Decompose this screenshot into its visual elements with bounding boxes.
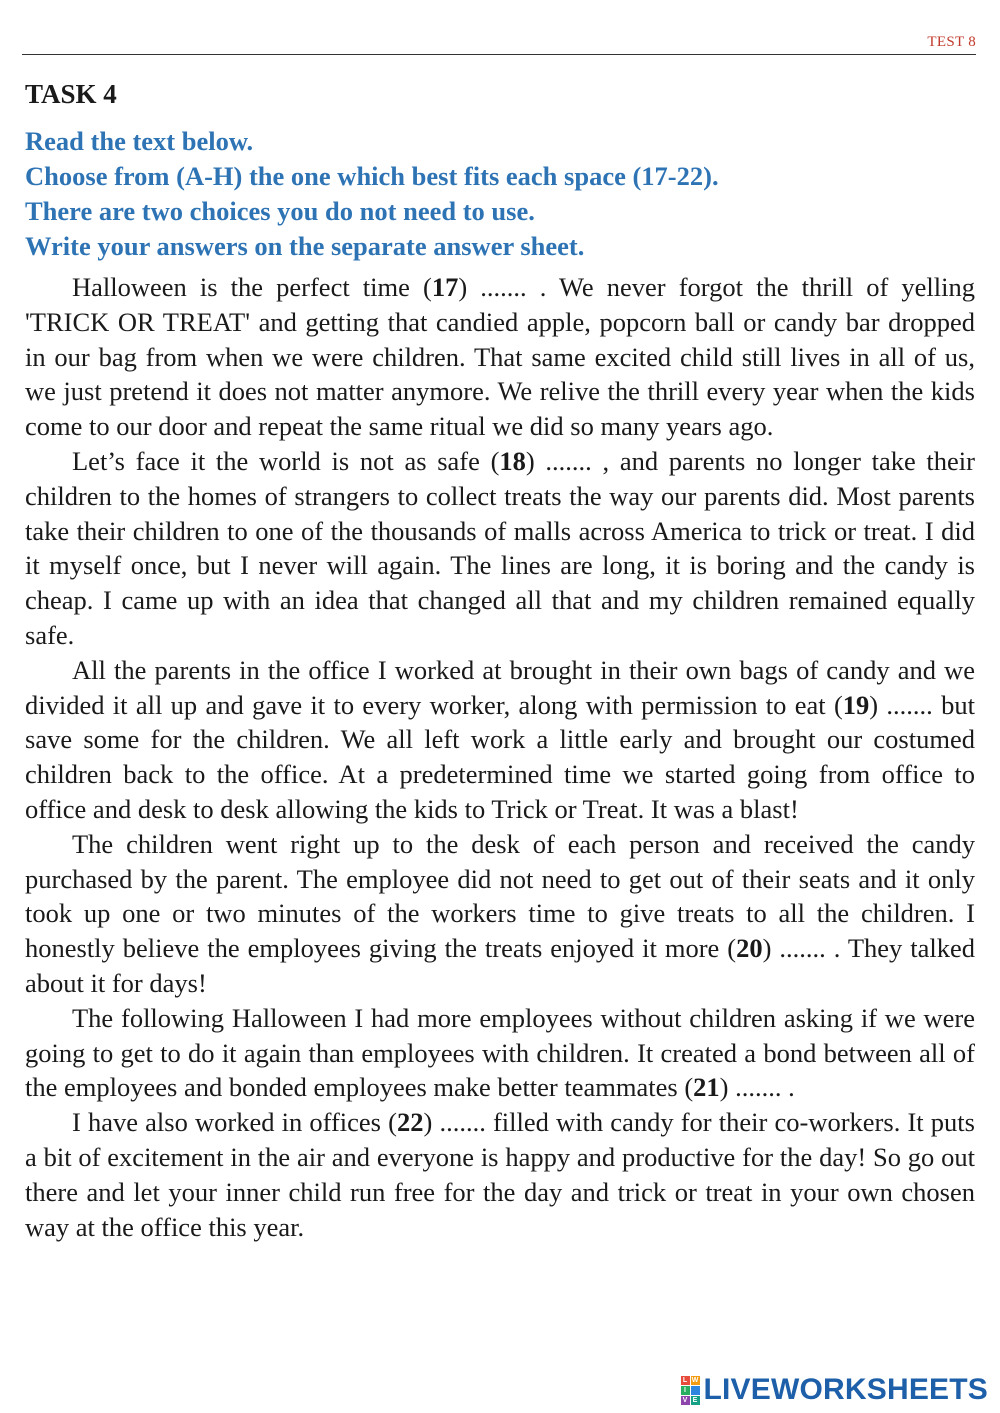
logo-square: W: [691, 1376, 699, 1384]
passage-paragraph-3: [25, 653, 975, 827]
paragraph-text: ) ....... filled with candy for their co-workers. It puts a bit of excitement in the air and everyone is happy and productive for the day! So go out there and let your inner child run free for the day and trick or treat in your own chosen way at the office this year.: [25, 1107, 975, 1242]
paragraph-text: ) ....... .: [719, 1072, 795, 1103]
paragraph-text: ) ....... . They talked about it for days!: [25, 933, 975, 998]
reading-passage: [25, 270, 975, 1244]
gap-number-20: 20: [736, 933, 763, 964]
logo-wordmark: LIVEWORKSHEETS: [703, 1373, 988, 1406]
gap-number-21: 21: [693, 1072, 720, 1103]
logo-square: V: [681, 1396, 690, 1405]
passage-paragraph-4: [25, 827, 975, 1001]
header-divider: [22, 54, 976, 55]
instruction-line: Choose from (A-H) the one which best fits each space (17-22).: [25, 161, 719, 191]
paragraph-text: The following Halloween I had more employees without children asking if we were going to get to do it again than employees with children. It created a bond between all of the employees and bonded employees make better teammates (: [25, 1002, 975, 1103]
gap-number-22: 22: [396, 1107, 424, 1138]
passage-paragraph-5: [25, 1001, 975, 1105]
paragraph-text: Halloween is the perfect time (: [72, 272, 432, 302]
paragraph-text: The children went right up to the desk of each person and received the candy purchased by the parent. The employee did not need to get out of their seats and it only took up one or two minutes of the workers time to give treats to all the children. I honestly believe the employees giving the treats enjoyed it more (: [25, 828, 975, 964]
paragraph-text: All the parents in the office I worked at brought in their own bags of candy and we divided it all up and gave it to every worker, along with permission to eat (: [25, 654, 975, 720]
paragraph-text: ) ....... but save some for the children. We all left work a little early and brought our costumed children back to the office. At a predetermined time we started going from office to office and desk to desk allowing the kids to Trick or Treat. It was a blast!: [25, 689, 975, 824]
instruction-line: Read the text below.: [25, 126, 254, 156]
liveworksheets-logo[interactable]: [681, 1373, 989, 1407]
logo-square: I: [681, 1386, 690, 1395]
gap-number-19: 19: [842, 689, 870, 720]
logo-square: E: [691, 1396, 700, 1405]
paragraph-text: ) ....... , and parents no longer take their children to the homes of strangers to collect treats the way our parents did. Most parents take their children to one of the thousands of malls across America to trick or treat. I did it myself once, but I never will again. The lines are long, it is boring and the candy is cheap. I came up with an idea that changed all that and my children remained equally safe.: [25, 445, 975, 650]
liveworksheets-logo-icon: [681, 1376, 700, 1405]
task-title: TASK 4: [25, 79, 117, 109]
gap-number-17: 17: [431, 272, 459, 302]
instruction-line: There are two choices you do not need to use.: [25, 196, 535, 226]
logo-square: [691, 1386, 700, 1395]
passage-paragraph-2: [25, 444, 975, 653]
instruction-line: Write your answers on the separate answer sheet.: [25, 231, 585, 261]
paragraph-text: ) ....... . We never forgot the thrill of yelling 'TRICK OR TREAT' and getting that candied apple, popcorn ball or candy bar dropped in our bag from when we were children. That same excited child still lives in all of us, we just pretend it does not matter anymore. We relive the thrill every year when the kids come to our door and repeat the same ritual we did so many years ago.: [25, 272, 975, 442]
worksheet-content: [25, 72, 975, 1244]
passage-paragraph-6: [25, 1105, 975, 1244]
test-number-label: TEST 8: [927, 34, 976, 50]
paragraph-text: Let’s face it the world is not as safe (: [72, 445, 500, 476]
task-instructions: [25, 124, 975, 264]
paragraph-text: I have also worked in offices (: [72, 1107, 397, 1138]
logo-square: L: [681, 1376, 690, 1385]
passage-paragraph-1: [25, 270, 975, 444]
gap-number-18: 18: [499, 445, 526, 476]
